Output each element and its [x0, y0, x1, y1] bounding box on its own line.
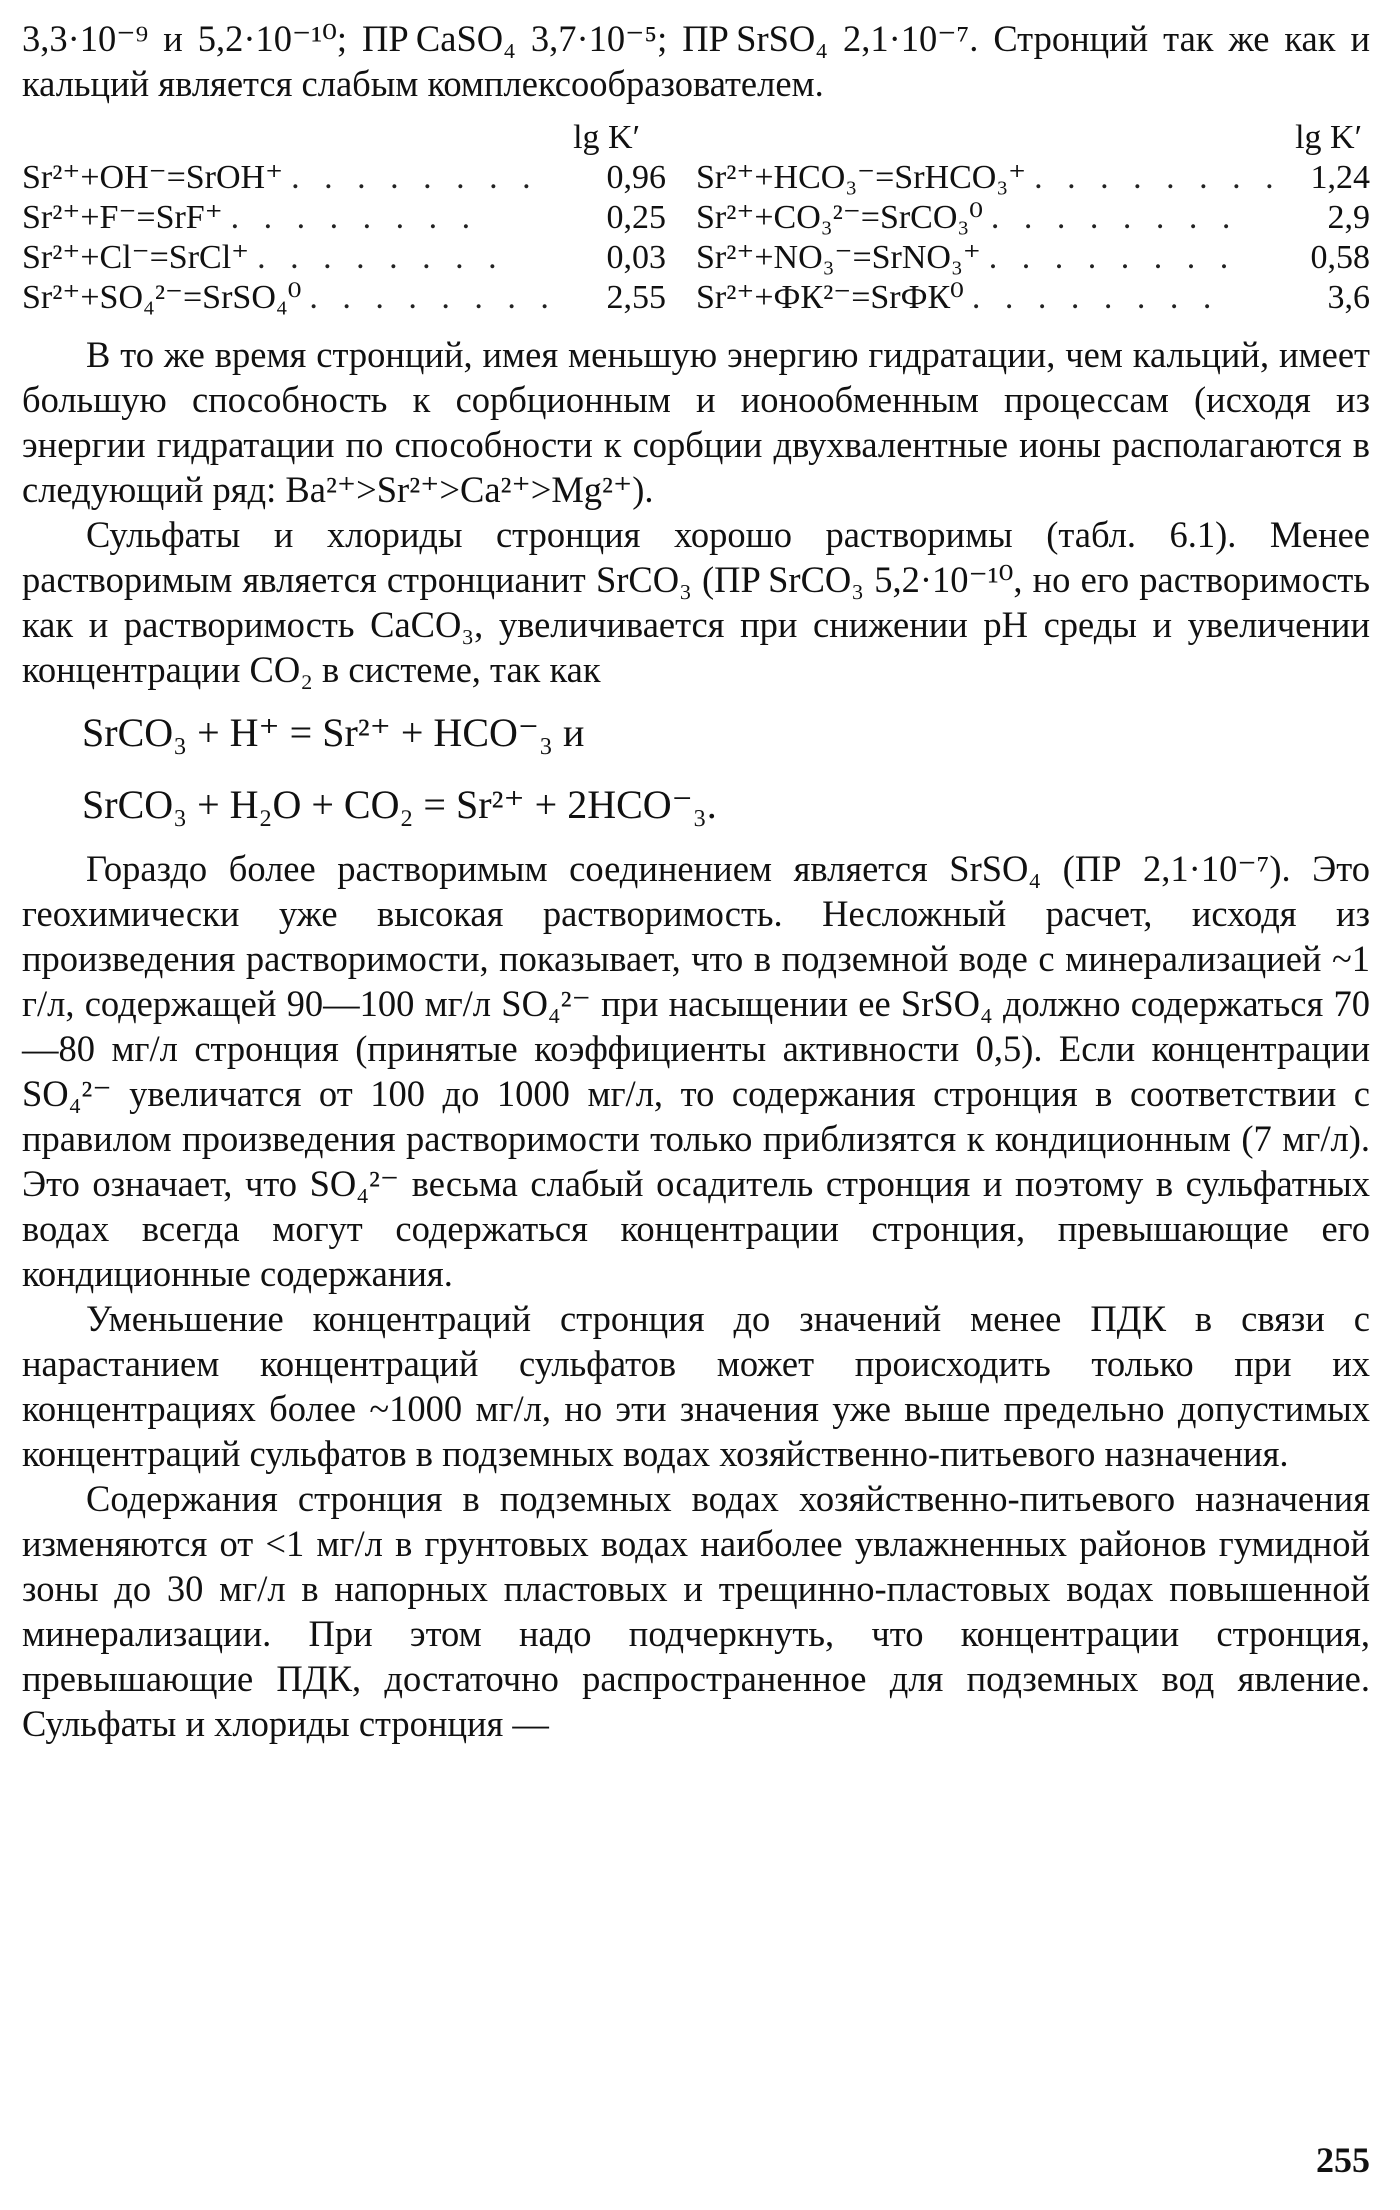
lgk-value: 2,9 — [1327, 199, 1370, 236]
stability-constants-table — [22, 118, 1370, 318]
reaction: Sr²⁺+Cl⁻=SrCl⁺ — [22, 239, 250, 276]
page-number: 255 — [1316, 2140, 1370, 2180]
paragraph-pdk: Уменьшение концентраций стронция до значений менее ПДК в связи с нарастанием концентраций сульфатов может происходить только при их концентрациях более ~1000 мг/л, но эти значения уже выше предельно допустимых концентраций сульфатов в подземных водах хозяйственно-питьевого назначения. — [22, 1298, 1370, 1474]
reaction: Sr²⁺+F⁻=SrF⁺ — [22, 199, 223, 236]
paragraph-solubility: Сульфаты и хлориды стронция хорошо растворимы (табл. 6.1). Менее растворимым является стронцианит SrCO₃ (ПР SrCO₃ 5,2·10⁻¹⁰, но его растворимость как и растворимость CaCO₃, увеличивается при снижении pH среды и увеличении концентрации CO₂ в системе, так как — [22, 514, 1370, 690]
lgk-value: 0,96 — [606, 159, 666, 196]
reaction: Sr²⁺+CO₃²⁻=SrCO₃⁰ — [696, 199, 983, 236]
table-row: Sr²⁺+OH⁻=SrOH⁺ . . . . . . . . 0,96 Sr²⁺+HCO₃⁻=SrHCO₃⁺ . . . . . . . . 1,24 — [22, 159, 1370, 196]
lgk-value: 1,24 — [1310, 159, 1370, 196]
equation-2: SrCO₃ + H₂O + CO₂ = Sr²⁺ + 2HCO⁻₃. — [82, 782, 717, 827]
lgk-value: 0,25 — [606, 199, 666, 236]
paragraph-srso4: Гораздо более растворимым соединением является SrSO₄ (ПР 2,1·10⁻⁷). Это геохимически уже высокая растворимость. Несложный расчет, исходя из произведения растворимости, показывает, что в подземной воде с минерализацией ~1 г/л, содержащей 90—100 мг/л SO₄²⁻ при насыщении ее SrSO₄ должно содержаться 70—80 мг/л стронция (принятые коэффициенты активности 0,5). Если концентрации SO₄²⁻ увеличатся от 100 до 1000 мг/л, то содержания стронция в соответствии с правилом произведения растворимости только приблизятся к кондиционным (7 мг/л). Это означает, что SO₄²⁻ весьма слабый осадитель стронция и поэтому в сульфатных водах всегда могут содержаться концентрации стронция, превышающие его кондиционные содержания. — [22, 848, 1370, 1294]
lgk-value: 0,03 — [606, 239, 666, 276]
table-header-row — [22, 118, 1370, 158]
paragraph-intro: 3,3·10⁻⁹ и 5,2·10⁻¹⁰; ПР CaSO₄ 3,7·10⁻⁵; ПР SrSO₄ 2,1·10⁻⁷. Стронций так же как и кальций является слабым комплексообразователем. — [22, 18, 1370, 104]
reaction: Sr²⁺+SO₄²⁻=SrSO₄⁰ — [22, 279, 302, 316]
reaction: Sr²⁺+HCO₃⁻=SrHCO₃⁺ — [696, 159, 1027, 196]
lgk-value: 0,58 — [1310, 239, 1370, 276]
reaction: Sr²⁺+NO₃⁻=SrNO₃⁺ — [696, 239, 981, 276]
table-header-left: lg K′ — [573, 119, 640, 156]
reaction: Sr²⁺+ФК²⁻=SrФК⁰ — [696, 279, 964, 316]
lgk-value: 3,6 — [1327, 279, 1370, 316]
table-row: Sr²⁺+SO₄²⁻=SrSO₄⁰ . . . . . . . . 2,55 Sr²⁺+ФК²⁻=SrФК⁰ . . . . . . . . 3,6 — [22, 279, 1370, 316]
paragraph-sorption: В то же время стронций, имея меньшую энергию гидратации, чем кальций, имеет большую способность к сорбционным и ионообменным процессам (исходя из энергии гидратации по способности к сорбции двухвалентные ионы располагаются в следующий ряд: Ba²⁺>Sr²⁺>Ca²⁺>Mg²⁺). — [22, 334, 1370, 510]
table-row: Sr²⁺+Cl⁻=SrCl⁺ . . . . . . . . 0,03 Sr²⁺+NO₃⁻=SrNO₃⁺ . . . . . . . . 0,58 — [22, 239, 1370, 276]
table-row: Sr²⁺+F⁻=SrF⁺ . . . . . . . . 0,25 Sr²⁺+CO₃²⁻=SrCO₃⁰ . . . . . . . . 2,9 — [22, 199, 1370, 236]
paragraph-content: Содержания стронция в подземных водах хозяйственно-питьевого назначения изменяются от <1 мг/л в грунтовых водах наиболее увлажненных районов гумидной зоны до 30 мг/л в напорных пластовых и трещинно-пластовых водах повышенной минерализации. При этом надо подчеркнуть, что концентрации стронция, превышающие ПДК, достаточно распространенное для подземных вод явление. Сульфаты и хлориды стронция — — [22, 1478, 1370, 1744]
lgk-value: 2,55 — [606, 279, 666, 316]
table-header-right: lg K′ — [1295, 119, 1362, 156]
reaction: Sr²⁺+OH⁻=SrOH⁺ — [22, 159, 284, 196]
equation-1: SrCO₃ + H⁺ = Sr²⁺ + HCO⁻₃ и — [82, 710, 585, 755]
